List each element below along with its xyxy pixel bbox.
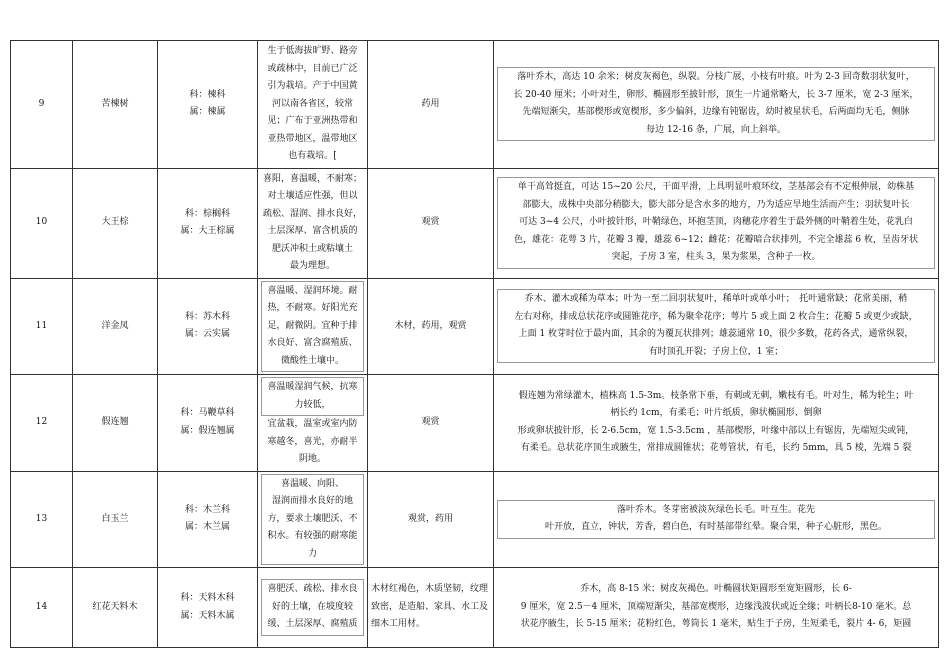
plant-table xyxy=(10,40,939,648)
family-line: 科：棕榈科 xyxy=(184,208,230,219)
habit-line: 土层深厚、富含机质的 xyxy=(267,226,358,236)
habit-line: 河以南各省区，较常 xyxy=(271,98,353,109)
plant-family xyxy=(158,41,258,169)
genus-line: 属：大王棕属 xyxy=(180,226,235,236)
habit-line: 生于低海拔旷野、路旁 xyxy=(267,46,358,56)
habit-line: 见；广布于亚洲热带和 xyxy=(267,116,358,126)
description-line: 长 20-40 厘米；小叶对生，卵形、椭圆形至披针形，顶生一片通常略大，长 3-7 厘米，宽 2-3 厘米， xyxy=(513,89,919,100)
description-line: 每边 12-16 条，广展，向上斜举。 xyxy=(646,124,786,135)
description-line: 落叶乔木，高达 10 余米；树皮灰褐色，纵裂。分枝广展，小枝有叶痕。叶为 2-3 回奇数羽状复叶， xyxy=(517,72,915,83)
plant-habit xyxy=(258,41,368,169)
plant-family xyxy=(158,168,258,278)
habit-line: 亚热带地区，温带地区 xyxy=(267,133,358,144)
table-row xyxy=(11,278,939,375)
habit-line: 喜温暖、向阳、 xyxy=(280,478,344,489)
habit-line: 最为理想。 xyxy=(289,261,335,271)
plant-description xyxy=(494,41,939,169)
description-line: 叶开放，直立，钟状，芳香，碧白色，有时基部带红晕。聚合果，种子心脏形，黑色。 xyxy=(544,522,887,533)
plant-name: 洋金凤 xyxy=(73,278,158,375)
plant-habit xyxy=(258,471,368,568)
description-line: 色，雄花：花萼 3 片，花瓣 3 瓣，雄蕊 6~12；雌花：花瓣暗合状排列，不完全雄蕊 6 枚，呈齿牙状 xyxy=(514,234,918,245)
description-line: 状花序腋生，长 5-15 厘米；花粉红色，萼筒长 1 毫米，贴生于子房，生短柔毛，裂片 4- 6，矩圆 xyxy=(520,619,912,630)
genus-line: 属：木兰属 xyxy=(184,522,230,533)
table-row xyxy=(11,41,939,169)
habit-line: 喜肥沃、疏松、排水良 xyxy=(267,584,358,595)
plant-family xyxy=(158,278,258,375)
habit-line: 疏松、湿润、排水良好， xyxy=(262,208,362,219)
genus-line: 属：天料木属 xyxy=(180,610,235,621)
description-line: 落叶乔木。冬芽密被淡灰绿色长毛。叶互生。花先 xyxy=(616,504,815,515)
habit-box xyxy=(261,377,364,416)
description-box xyxy=(497,500,935,539)
habit-line: 寒越冬，喜光，亦耐半 xyxy=(267,436,358,447)
family-line: 科：楝科 xyxy=(189,89,226,100)
habit-line: 方，要求土壤肥沃、不 xyxy=(267,513,358,524)
plant-name: 苦楝树 xyxy=(73,41,158,169)
plant-name: 假连翘 xyxy=(73,375,158,472)
row-number: 13 xyxy=(11,471,73,568)
habit-box xyxy=(261,474,364,566)
table-row xyxy=(11,375,939,472)
habit-line: 力 xyxy=(307,548,317,559)
table-row xyxy=(11,568,939,648)
genus-line: 属：云实属 xyxy=(184,329,230,340)
habit-line: 足，耐微阴。宜种于排 xyxy=(267,320,358,331)
description-box xyxy=(497,289,935,363)
habit-line: 喜温暖湿润气候，抗寒 xyxy=(267,382,358,392)
habit-line: 积水。有较强的耐寒能 xyxy=(267,531,358,541)
family-line: 科：天料木科 xyxy=(180,593,235,603)
description-line: 上面 1 枚芽时位于最内面，其余的为覆瓦状排列；雄蕊通常 10，很少多数，花药各式，通常纵裂， xyxy=(518,329,914,340)
plant-family xyxy=(158,375,258,472)
habit-line: 缓、土层深厚、腐殖质 xyxy=(267,619,358,630)
description-line: 左右对称，排成总状花序或圆锥花序，稀为聚伞花序；萼片 5 或上面 2 枚合生；花瓣 5 或更少或缺， xyxy=(514,311,918,322)
plant-use: 木材，药用，观赏 xyxy=(368,278,494,375)
plant-name: 红花天料木 xyxy=(73,568,158,648)
row-number: 12 xyxy=(11,375,73,472)
habit-line: 对土壤适应性强，但以 xyxy=(267,191,358,201)
description-line: 部膨大，成株中央部分稍膨大，膨大部分是含水多的地方，乃为适应旱地生活而产生；羽状复叶长 xyxy=(522,199,910,210)
plant-use: 药用 xyxy=(368,41,494,169)
description-line: 9 厘米，宽 2.5－4 厘米，顶端短渐尖，基部宽楔形，边缘浅波状或近全缘；叶柄长8-10 毫米。总 xyxy=(520,601,912,612)
description-line: 形或卵状披针形，长 2-6.5cm，宽 1.5-3.5cm ，基部楔形，叶缘中部以上有锯齿，先端短尖或钝， xyxy=(517,425,915,436)
plant-name: 白玉兰 xyxy=(73,471,158,568)
habit-line: 喜温暖、湿润环境。耐 xyxy=(267,285,358,296)
description-line: 有柔毛。总状花序顶生或腋生，常排成圆锥状；花萼管状，有毛，长约 5mm，具 5 棱，先端 5 裂 xyxy=(520,443,912,454)
habit-line: 阴地。 xyxy=(298,454,326,464)
genus-line: 属：楝属 xyxy=(189,107,226,118)
table-row xyxy=(11,168,939,278)
habit-line: 湿润而排水良好的地 xyxy=(271,496,353,506)
description-line: 假连翘为常绿灌木，植株高 1.5-3m。枝条常下垂，有刺或无刺，嫩枝有毛。叶对生，稀为轮生；叶 xyxy=(518,390,914,401)
table-row xyxy=(11,471,939,568)
description-line: 乔木，高 8-15 米；树皮灰褐色。叶椭圆状矩圆形至宽矩圆形，长 6- xyxy=(580,584,852,595)
row-number: 10 xyxy=(11,168,73,278)
habit-line: 力较低， xyxy=(294,399,331,410)
habit-line: 肥沃冲积土或粘壤土 xyxy=(271,243,353,254)
plant-description xyxy=(494,568,939,648)
habit-line: 引为栽培。产于中国黄 xyxy=(267,81,358,91)
description-line: 单干高耸挺直，可达 15~20 公尺，干面平滑，上具明显叶痕环纹，茎基部会有不定根伸展，幼株基 xyxy=(517,182,915,193)
habit-line: 微酸性土壤中。 xyxy=(280,355,344,366)
plant-family xyxy=(158,568,258,648)
plant-description xyxy=(494,278,939,375)
description-line: 柄长约 1cm，有柔毛；叶片纸质，卵状椭圆形、倒卵 xyxy=(610,408,822,419)
habit-line: 宜盆栽，温室或室内防 xyxy=(267,419,358,429)
plant-use: 观赏 xyxy=(368,375,494,472)
plant-habit xyxy=(258,278,368,375)
description-line: 突起，子房 3 室，柱头 3，果为浆果，含种子一枚。 xyxy=(611,252,821,263)
plant-family xyxy=(158,471,258,568)
habit-box xyxy=(261,579,364,636)
plant-use: 观赏，药用 xyxy=(368,471,494,568)
description-line: 先端短渐尖，基部楔形或宽楔形，多少偏斜，边缘有钝锯齿，幼时被星状毛，后两面均无毛，侧脉 xyxy=(522,107,910,118)
family-line: 科：木兰科 xyxy=(184,504,230,515)
plant-use: 观赏 xyxy=(368,168,494,278)
habit-line: 好的土壤，在坡度较 xyxy=(271,601,353,612)
plant-name: 大王棕 xyxy=(73,168,158,278)
habit-line: 热，不耐寒。好阳光充 xyxy=(267,303,358,313)
family-line: 科：马鞭草科 xyxy=(180,408,235,419)
habit-line: 水良好、富含腐殖质、 xyxy=(267,338,358,348)
plant-habit xyxy=(258,568,368,648)
plant-habit xyxy=(258,375,368,472)
row-number: 11 xyxy=(11,278,73,375)
row-number: 9 xyxy=(11,41,73,169)
habit-box xyxy=(261,281,364,373)
family-line: 科：苏木科 xyxy=(184,311,230,322)
habit-line: 或疏林中，目前已广泛 xyxy=(267,63,358,74)
plant-description xyxy=(494,471,939,568)
description-box xyxy=(497,177,935,269)
genus-line: 属：假连翘属 xyxy=(180,425,235,436)
habit-line: 喜阳，喜温暖，不耐寒； xyxy=(262,173,362,184)
plant-use: 木材红褐色，木质坚韧，纹理致密，是造船、家具、水工及细木工用材。 xyxy=(368,568,494,648)
description-line: 有时顶孔开裂；子房上位，1 室； xyxy=(648,346,784,357)
description-line: 可达 3~4 公尺，小叶披针形，叶鞘绿色，环抱茎顶，肉穗花序着生于最外侧的叶鞘着生处，花乳白 xyxy=(519,217,913,228)
description-box xyxy=(497,67,935,141)
habit-line: 也有栽培。[ xyxy=(288,151,337,161)
description-line: 乔木、灌木或稀为草本；叶为一至二回羽状复叶，稀单叶或单小叶； 托叶通常缺；花常美丽，稍 xyxy=(524,294,908,305)
row-number: 14 xyxy=(11,568,73,648)
plant-description xyxy=(494,168,939,278)
plant-description xyxy=(494,375,939,472)
plant-habit xyxy=(258,168,368,278)
